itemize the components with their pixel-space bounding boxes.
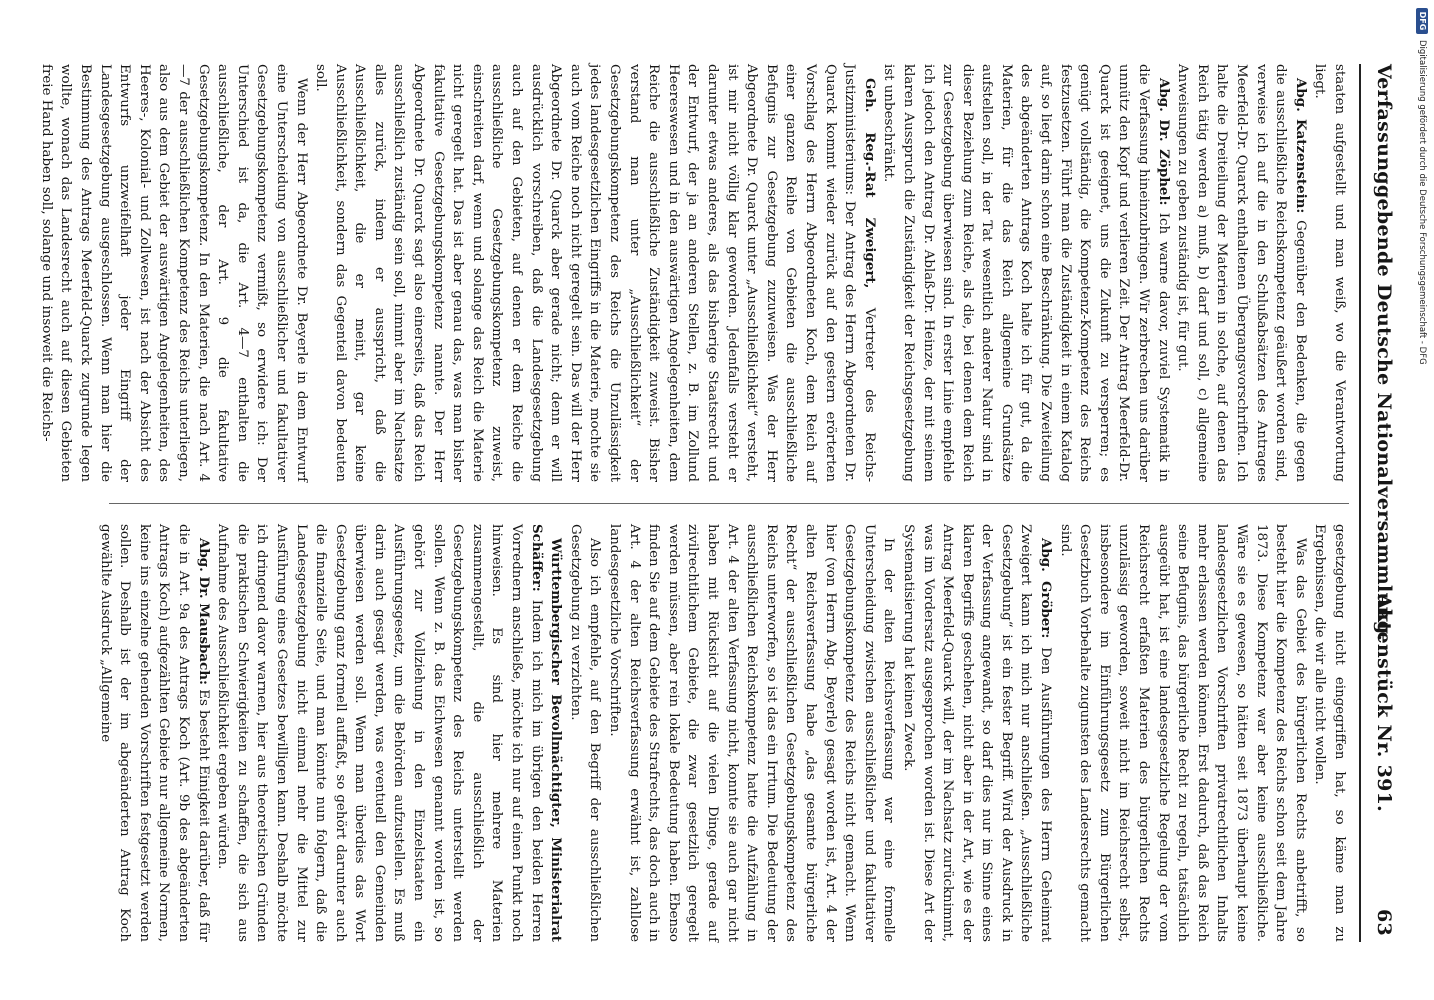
- left-column: [38, 64, 1349, 482]
- dfg-logo-text: DFG: [1418, 11, 1427, 31]
- page-title: Verfassunggebende Deutsche Nationalversammlung.: [1373, 64, 1395, 642]
- paragraph: [1173, 64, 1310, 482]
- paragraph: staaten aufgestellt und man weiß, wo die Verantwortung liegt.: [1312, 64, 1347, 482]
- paragraph: Also ich empfehle, auf den Begriff der ausschließlichen Gesetzgebung zu verzichten.: [567, 524, 603, 942]
- document-number: Aktenstück Nr. 391.: [1373, 594, 1395, 813]
- paragraph: Wenn der Herr Abgeordnete Dr. Beyerle in dem Entwurf eine Unterscheidung von ausschließlicher und fakultativer Gesetzgebungskompetenz vermißt, so erwidere ich: Der Unterschied ist da, die Art. 4—7 enthalten die ausschließliche, der Art. 9 die fakultative Gesetzgebungskompetenz. In den Materien, die nach Art. 4—7 der ausschließlichen Kompetenz des Reichs unterliegen, also aus dem Gebiet der auswärtigen Angelegenheiten, des Heeres-, Kolonial- und Zollwesen, ist nach der Absicht des Entwurfs unzweifelhaft jeder Eingriff der Landesgesetzgebung ausgeschlossen. Wenn man hier die Bestimmung des Antrags Meerfeld-Quarck zugrunde legen wollte, wonach das Landesrecht auch auf diesen Gebieten freie Hand haben soll, solange und insoweit die Reichs-: [38, 64, 309, 482]
- paragraph-text: Gegenüber den Bedenken, die gegen die ausschließliche Reichskompetenz geäußert worden sind, verweise ich auf die in den Schlußabsätzen des Antrages Meerfeld-Dr. Quarck enthaltenen Übergangsvorschriften. Ich halte die Dreiteilung der Materien in solche, auf denen das Reich tätig werden a) muß, b) darf und soll, c) allgemeine Anweisungen zu geben zuständig ist, für gut.: [1175, 64, 1308, 482]
- paragraph-text: Es besteht Einigkeit darüber, daß für die in Art. 9a des Antrags Koch (Art. 9b des abgeänderten Antrags Koch) aufgezählten Gebiete nur allgemeine Normen, keine ins einzelne gehenden Vorschriften festgesetzt werden sollen. Deshalb ist der im abgeänderten Antrag Koch gewählte Ausdruck „Allgemeine: [97, 524, 211, 942]
- paragraph-text: Indem ich mich im übrigen den beiden Herren Vorrednern anschließe, möchte ich nur auf einen Punkt noch hinweisen. Es sind hier mehrere Materien zusammengestellt, die ausschließlich der Gesetzgebungskompetenz des Reichs unterstellt werden sollen. Wenn z. B. das Eichwesen genannt worden ist, so gehört zur Vollziehung in den Einzelstaaten ein Ausführungsgesetz, um die Behörden aufzustellen. Es muß darin auch gesagt werden, was eventuell den Gemeinden überwiesen werden soll. Wenn man überdies das Wort Gesetzgebung ganz formell auffaßt, so gehört darunter auch die finanzielle Seite, und man könnte nun folgern, daß die Landesgesetzgebung nicht einmal mehr die Mittel zur Ausführung eines Gesetzes bewilligen kann. Deshalb möchte ich dringend davor warnen, hier aus theoretischen Gründen die praktischen Schwierigkeiten zu schaffen, die sich aus Aufnahme des Ausschließlichkeit ergeben würden.: [215, 524, 544, 942]
- paragraph: [95, 524, 213, 942]
- margin-note-text: Digitalisierung gefördert durch die Deutsche Forschungsgemeinschaft - DFG: [1417, 40, 1427, 365]
- paragraph: [213, 524, 566, 942]
- dfg-logo-icon: [1416, 8, 1428, 34]
- header-rule: [1359, 64, 1361, 942]
- paragraph: gesetzgebung nicht eingegriffen hat, so käme man zu Ergebnissen, die wir alle nicht wollen.: [1312, 524, 1347, 942]
- speaker-name: Geh. Reg.-Rat Zweigert,: [861, 78, 878, 289]
- margin-note: [1415, 40, 1429, 680]
- column-divider: [109, 503, 1349, 504]
- paragraph: [311, 64, 879, 482]
- paragraph: [879, 64, 1173, 482]
- page-number: 63: [1373, 908, 1395, 936]
- rotated-page-content: [38, 64, 1397, 942]
- paragraph: [898, 524, 1055, 942]
- speaker-name: Abg. Katzenstein:: [1292, 78, 1309, 214]
- speaker-name: Abg. Dr. Zöphel:: [1155, 78, 1172, 206]
- speaker-name: Abg. Dr. Mausbach:: [195, 538, 212, 685]
- paragraph: Was das Gebiet des bürgerlichen Rechts anbetrifft, so besteht hier die Kompetenz des Reichs schon seit dem Jahre 1873. Diese Kompetenz war aber keine ausschließliche. Wäre sie es gewesen, so hätten seit 1873 überhaupt keine landesgesetzlichen Vorschriften privatrechtlichen Inhalts mehr erlassen werden können. Erst dadurch, daß das Reich seine Befugnis, das bürgerliche Recht zu regeln, tatsächlich ausgeübt hat, ist eine landesgesetzliche Regelung der vom Reichsrecht erfaßten Materien des bürgerlichen Rechts unzulässig geworden, soweit nicht im Reichsrecht selbst, insbesondere im Einführungsgesetz zum Bürgerlichen Gesetzbuch Vorbehalte zugunsten des Landesrechts gemacht sind.: [1057, 524, 1308, 942]
- speaker-name: Württembergischer Bevollmächtigter, Ministerialrat Schäffer:: [528, 524, 565, 942]
- page-header: [1367, 64, 1397, 942]
- paragraph: In der alten Reichsverfassung war eine formelle Unterscheidung zwischen ausschließlicher und fakultativer Gesetzgebungskompetenz des Reichs nicht gemacht. Wenn hier (von Herrn Abg. Beyerle) gesagt worden ist, Art. 4 der alten Reichsverfassung habe „das gesamte bürgerliche Recht“ der ausschließlichen Gesetzgebungskompetenz des Reichs unterworfen, so ist das ein Irrtum. Die Bedeutung der ausschließlichen Reichskompetenz hatte die Aufzählung in Art. 4 der alten Verfassung nicht, konnte sie auch gar nicht haben mit Rücksicht auf die vielen Dinge, gerade auf zivilrechtlichem Gebiete, die zwar gesetzlich geregelt werden müssen, aber rein lokale Bedeutung haben. Ebenso finden Sie auf dem Gebiete des Strafrechts, das doch auch in Art. 4 der alten Reichsverfassung erwähnt ist, zahllose landesgesetzliche Vorschriften.: [607, 524, 897, 942]
- paragraph-text: Ich warne davor, zuviel Systematik in die Verfassung hineinzubringen. Wir zerbrechen uns darüber unnütz den Kopf und verlieren Zeit. Der Antrag Meerfeld-Dr. Quarck ist geeignet, uns die Zukunft zu versperren; es genügt vollständig, die Kompetenz-Kompetenz des Reichs festzusetzen. Führt man die Zuständigkeit in einem Katalog auf, so liegt darin schon eine Beschränkung. Die Zweiteilung des abgeänderten Antrags Koch halte ich für gut, da die Materien, für die das Reich allgemeine Grundsätze aufstellen soll, in der Tat wesentlich anderer Natur sind in dieser Beziehung zum Reiche, als die, bei denen dem Reich zur Gesetzgebung überwiesen sind. In erster Linie empfehle ich jedoch den Antrag Dr. Ablaß-Dr. Heinze, der mit seinem klaren Ausspruch die Zuständigkeit der Reichsgesetzgebung ist unbeschränkt.: [881, 64, 1171, 482]
- paragraph-text: Den Ausführungen des Herrn Geheimrat Zweigert kann ich mich nur anschließen. „Ausschließliche Gesetzgebung“ ist ein fester Begriff. Wird der Ausdruck in der Verfassung angewandt, so darf dies nur im Sinne eines klaren Begriffs geschehen, nicht aber in der Art, wie es der Antrag Meerfeld-Quarck will, der im Nachsatz zurücknimmt, was im Vordersatz ausgesprochen worden ist. Diese Art der Systematisierung hat keinen Zweck.: [900, 524, 1054, 942]
- paragraph-text: Vertreter des Reichs-Justizministeriums: Der Antrag des Herrn Abgeordneten Dr. Quarck kommt wieder zurück auf den gestern erörterten Vorschlag des Herrn Abgeordneten Koch, dem Reich auf einer ganzen Reihe von Gebieten die ausschließliche Befugnis zur Gesetzgebung zuzuweisen. Was der Herr Abgeordnete Dr. Quarck unter „Ausschließlichkeit“ versteht, ist mir nicht völlig klar geworden. Jedenfalls versteht er darunter etwas anderes, als das bisherige Staatsrecht und der Entwurf, der ja an anderen Stellen, z. B. im Zollund Heereswesen und in den auswärtigen Angelegenheiten, dem Reiche die ausschließliche Zuständigkeit zuweist. Bisher verstand man unter „Ausschließlichkeit“ der Gesetzgebungskompetenz des Reichs die Unzulässigkeit jedes landesgesetzlichen Eingriffs in die Materie, mochte sie auch vom Reiche noch nicht geregelt sein. Das will der Herr Abgeordnete Dr. Quarck aber gerade nicht; denn er will ausdrücklich vorschreiben, daß die Landesgesetzgebung auch auf den Gebieten, auf denen er dem Reiche die ausschließliche Gesetzgebungskompetenz zuweist, einschreiten darf, wenn und solange das Reich die Materie nicht geregelt hat. Das ist aber genau das, was man bisher fakultative Gesetzgebungskompetenz nannte. Der Herr Abgeordnete Dr. Quarck sagt also einerseits, daß das Reich ausschließlich zuständig sein soll, nimmt aber im Nachsatze alles zurück, indem er ausspricht, daß die Ausschließlichkeit, die er meint, gar keine Ausschließlichkeit, sondern das Gegenteil davon bedeuten soll.: [313, 64, 877, 482]
- right-column: [97, 524, 1349, 942]
- speaker-name: Abg. Gröber:: [1038, 538, 1055, 639]
